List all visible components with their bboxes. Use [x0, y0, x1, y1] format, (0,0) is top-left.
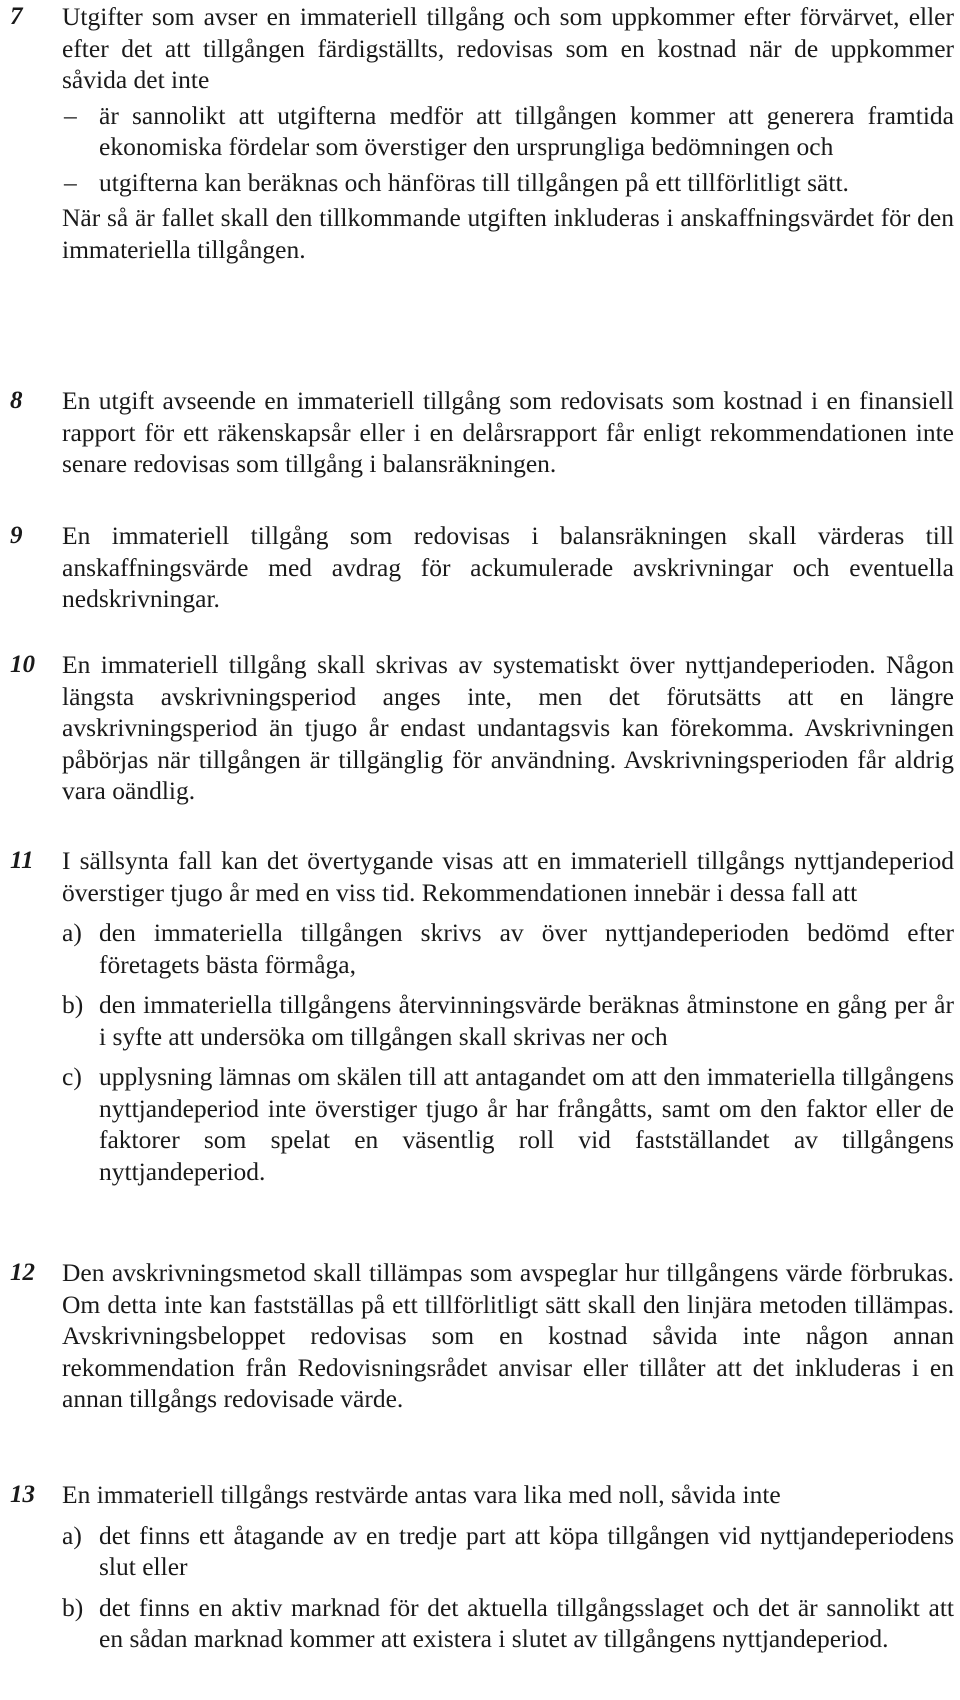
paragraph-body	[62, 649, 954, 807]
list-marker: a)	[62, 1520, 82, 1550]
paragraph-body	[62, 520, 954, 615]
list-marker: a)	[62, 918, 82, 947]
list-item	[62, 1061, 954, 1187]
paragraph-intro: Utgifter som avser en immateriell tillgång och som uppkommer efter förvärvet, eller efter det att tillgången färdigställts, redovisas som en kostnad när de uppkommer såvida det inte	[62, 2, 954, 94]
paragraph-number: 10	[10, 651, 35, 678]
paragraph-body	[62, 385, 954, 480]
paragraph-body	[62, 1, 954, 265]
list-item	[62, 1592, 954, 1655]
paragraph-intro: En immateriell tillgång som redovisas i balansräkningen skall värderas till anskaffningsvärde med avdrag för ackumulerade avskrivningar och eventuella nedskrivningar.	[62, 521, 954, 613]
list-marker: c)	[62, 1062, 82, 1091]
paragraph-number: 9	[10, 522, 23, 549]
list-item-text: det finns ett åtagande av en tredje part att köpa tillgången vid nyttjandeperiodens slut eller	[99, 1520, 954, 1581]
paragraph-body	[62, 1479, 954, 1655]
paragraph-intro: Den avskrivningsmetod skall tillämpas som avspeglar hur tillgångens värde förbrukas. Om detta inte kan fastställas på ett tillförlitligt sätt skall den linjära metoden tillämpas. Avskrivningsbeloppet redovisas som en kostnad såvida inte någon annan rekommendation från Redovisningsrådet anvisar eller tillåter att det inkluderas i en annan tillgångs redovisade värde.	[62, 1258, 954, 1413]
paragraph-number: 8	[10, 387, 23, 414]
list-item	[62, 100, 954, 163]
paragraph-number: 13	[10, 1481, 35, 1508]
paragraph-number: 12	[10, 1259, 35, 1286]
paragraph-outro: När så är fallet skall den tillkommande utgiften inkluderas i anskaffningsvärdet för den immateriella tillgången.	[62, 203, 954, 264]
list-item-text: det finns en aktiv marknad för det aktuella tillgångsslaget och det är sannolikt att en sådan marknad kommer att existera i slutet av tillgångens nyttjandeperiod.	[99, 1592, 954, 1653]
list-marker: b)	[62, 990, 84, 1019]
list-item	[62, 989, 954, 1052]
list-item	[62, 917, 954, 980]
paragraph-body	[62, 1257, 954, 1415]
list-item-text: den immateriella tillgången skrivs av över nyttjandeperioden bedömd efter företagets bästa förmåga,	[99, 918, 954, 979]
list-item	[62, 167, 954, 199]
list-marker: b)	[62, 1592, 84, 1622]
paragraph-body	[62, 845, 954, 1187]
paragraph-intro: En utgift avseende en immateriell tillgång som redovisats som kostnad i en finansiell rapport för ett räkenskapsår eller i en delårsrapport får enligt rekommendationen inte senare redovisas som tillgång i balansräkningen.	[62, 386, 954, 478]
list-item-text: är sannolikt att utgifterna medför att tillgången kommer att generera framtida ekonomiska fördelar som överstiger den ursprungliga bedömningen och	[99, 100, 954, 161]
list-item-text: upplysning lämnas om skälen till att antagandet om att den immateriella tillgångens nyttjandeperiod inte överstiger tjugo år har frångåtts, samt om den faktor eller de faktorer som spelat en väsentlig roll vid fastställandet av tillgångens nyttjandeperiod.	[99, 1062, 954, 1186]
paragraph-number: 11	[10, 847, 34, 874]
paragraph-intro: En immateriell tillgång skall skrivas av systematiskt över nyttjandeperioden. Någon längsta avskrivningsperiod anges inte, men det förutsätts att en längre avskrivningsperiod än tjugo år endast undantagsvis kan förekomma. Avskrivningen påbörjas när tillgången är tillgänglig för användning. Avskrivningsperioden får aldrig vara oändlig.	[62, 650, 954, 805]
paragraph-intro: En immateriell tillgångs restvärde antas vara lika med noll, såvida inte	[62, 1480, 781, 1509]
list-item	[62, 1520, 954, 1583]
list-item-text: den immateriella tillgångens återvinningsvärde beräknas åtminstone en gång per år i syfte att undersöka om tillgången skall skrivas ner och	[99, 990, 954, 1051]
list-marker: –	[64, 100, 77, 130]
paragraph-intro: I sällsynta fall kan det övertygande visas att en immateriell tillgångs nyttjandeperiod överstiger tjugo år med en viss tid. Rekommendationen innebär i dessa fall att	[62, 846, 954, 907]
list-marker: –	[64, 167, 77, 197]
paragraph-number: 7	[10, 3, 23, 30]
list-item-text: utgifterna kan beräknas och hänföras till tillgången på ett tillförlitligt sätt.	[99, 167, 849, 197]
